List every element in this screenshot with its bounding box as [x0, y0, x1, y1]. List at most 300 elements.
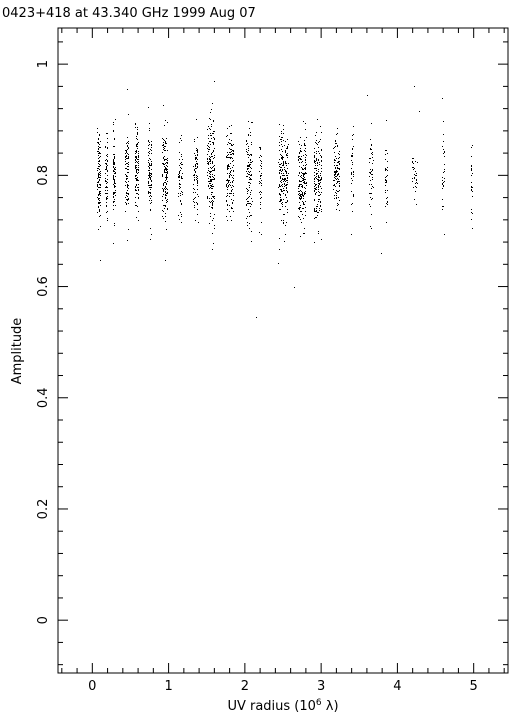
data-point	[233, 180, 234, 181]
data-point	[99, 198, 100, 199]
data-point	[180, 201, 181, 202]
data-point	[115, 173, 116, 174]
data-point	[148, 183, 149, 184]
data-point	[151, 145, 152, 146]
data-point	[247, 168, 248, 169]
data-point	[285, 178, 286, 179]
data-point	[319, 210, 320, 211]
data-point	[315, 188, 316, 189]
data-point	[229, 196, 230, 197]
data-point	[229, 211, 230, 212]
data-point	[318, 179, 319, 180]
data-point	[336, 179, 337, 180]
data-point	[304, 204, 305, 205]
data-point	[333, 185, 334, 186]
data-point	[197, 180, 198, 181]
data-point	[212, 167, 213, 168]
data-point	[260, 204, 261, 205]
data-point	[249, 164, 250, 165]
data-point	[99, 202, 100, 203]
data-point	[100, 173, 101, 174]
data-point	[317, 204, 318, 205]
data-point	[193, 192, 194, 193]
data-point	[301, 211, 302, 212]
data-point	[105, 178, 106, 179]
data-point	[299, 195, 300, 196]
data-point	[385, 182, 386, 183]
data-point	[127, 158, 128, 159]
data-point	[114, 225, 115, 226]
data-point	[148, 107, 149, 108]
data-point	[125, 185, 126, 186]
data-point	[210, 160, 211, 161]
data-point	[181, 203, 182, 204]
data-point	[210, 174, 211, 175]
data-point	[128, 193, 129, 194]
data-point	[208, 143, 209, 144]
data-point	[209, 141, 210, 142]
data-point	[372, 157, 373, 158]
data-point	[352, 180, 353, 181]
data-point	[248, 121, 249, 122]
data-point	[281, 144, 282, 145]
data-point	[299, 198, 300, 199]
data-point	[318, 176, 319, 177]
data-point	[227, 183, 228, 184]
axis-ticks	[58, 28, 508, 673]
data-point	[209, 158, 210, 159]
data-point	[226, 201, 227, 202]
data-point	[196, 158, 197, 159]
data-point	[195, 155, 196, 156]
data-point	[305, 165, 306, 166]
data-point	[314, 211, 315, 212]
data-point	[165, 142, 166, 143]
data-point	[149, 170, 150, 171]
data-point	[208, 186, 209, 187]
data-point	[166, 179, 167, 180]
data-point	[167, 162, 168, 163]
data-point	[164, 146, 165, 147]
data-point	[211, 138, 212, 139]
data-point	[213, 144, 214, 145]
data-point	[231, 151, 232, 152]
data-point	[209, 223, 210, 224]
data-point	[194, 177, 195, 178]
data-point	[339, 164, 340, 165]
data-point	[320, 175, 321, 176]
data-point	[212, 205, 213, 206]
data-point	[97, 132, 98, 133]
data-point	[317, 179, 318, 180]
data-point	[99, 211, 100, 212]
data-point	[281, 131, 282, 132]
data-point	[196, 148, 197, 149]
data-point	[387, 204, 388, 205]
data-point	[209, 161, 210, 162]
data-point	[179, 171, 180, 172]
data-point	[230, 216, 231, 217]
data-point	[210, 176, 211, 177]
data-point	[471, 156, 472, 157]
data-point	[336, 158, 337, 159]
data-point	[318, 175, 319, 176]
data-point	[316, 140, 317, 141]
data-point	[303, 233, 304, 234]
data-point	[317, 206, 318, 207]
data-point	[339, 157, 340, 158]
data-point	[127, 142, 128, 143]
data-point	[315, 142, 316, 143]
data-point	[113, 194, 114, 195]
data-point	[335, 176, 336, 177]
data-point	[128, 154, 129, 155]
data-point	[151, 196, 152, 197]
data-point	[338, 173, 339, 174]
data-point	[320, 206, 321, 207]
data-point	[165, 150, 166, 151]
data-point	[208, 126, 209, 127]
data-point	[471, 209, 472, 210]
data-point	[386, 222, 387, 223]
data-point	[136, 185, 137, 186]
data-point	[279, 193, 280, 194]
data-point	[208, 170, 209, 171]
data-point	[280, 164, 281, 165]
data-point	[338, 162, 339, 163]
data-point	[471, 182, 472, 183]
data-point	[261, 166, 262, 167]
data-point	[148, 170, 149, 171]
data-point	[280, 209, 281, 210]
data-point	[260, 148, 261, 149]
data-point	[334, 147, 335, 148]
data-point	[303, 195, 304, 196]
data-point	[338, 174, 339, 175]
data-point	[214, 179, 215, 180]
data-point	[246, 140, 247, 141]
data-point	[248, 148, 249, 149]
data-point	[182, 173, 183, 174]
data-point	[443, 172, 444, 173]
data-point	[227, 179, 228, 180]
data-point	[197, 185, 198, 186]
data-point	[280, 197, 281, 198]
data-point	[320, 155, 321, 156]
data-point	[472, 145, 473, 146]
data-point	[300, 207, 301, 208]
data-point	[166, 177, 167, 178]
data-point	[97, 186, 98, 187]
data-point	[211, 192, 212, 193]
data-point	[319, 199, 320, 200]
data-point	[181, 140, 182, 141]
data-point	[232, 203, 233, 204]
data-point	[228, 154, 229, 155]
data-point	[162, 163, 163, 164]
data-point	[373, 160, 374, 161]
data-point	[135, 157, 136, 158]
data-point	[316, 210, 317, 211]
data-point	[304, 182, 305, 183]
data-point	[98, 166, 99, 167]
data-point	[280, 178, 281, 179]
data-point	[106, 163, 107, 164]
data-point	[228, 182, 229, 183]
data-point	[287, 146, 288, 147]
data-point	[229, 180, 230, 181]
data-point	[246, 218, 247, 219]
data-point	[321, 156, 322, 157]
data-point	[98, 202, 99, 203]
data-point	[412, 161, 413, 162]
data-point	[115, 192, 116, 193]
data-point	[284, 180, 285, 181]
data-point	[246, 204, 247, 205]
data-point	[339, 168, 340, 169]
data-point	[209, 159, 210, 160]
data-point	[149, 176, 150, 177]
data-point	[114, 157, 115, 158]
data-point	[162, 176, 163, 177]
data-point	[301, 197, 302, 198]
data-point	[113, 176, 114, 177]
data-point	[179, 180, 180, 181]
data-point	[286, 148, 287, 149]
data-point	[298, 156, 299, 157]
data-point	[229, 193, 230, 194]
data-point	[127, 199, 128, 200]
data-point	[279, 166, 280, 167]
data-point	[198, 196, 199, 197]
data-point	[167, 177, 168, 178]
data-point	[299, 181, 300, 182]
data-point	[137, 206, 138, 207]
y-tick-label: 0.8	[36, 165, 51, 186]
data-point	[233, 175, 234, 176]
data-point	[197, 154, 198, 155]
data-point	[99, 164, 100, 165]
data-point	[282, 151, 283, 152]
data-point	[106, 159, 107, 160]
data-point	[286, 222, 287, 223]
data-point	[195, 168, 196, 169]
data-point	[151, 187, 152, 188]
data-point	[283, 125, 284, 126]
data-point	[125, 168, 126, 169]
data-point	[125, 202, 126, 203]
data-point	[214, 175, 215, 176]
data-point	[300, 196, 301, 197]
data-point	[137, 146, 138, 147]
data-point	[178, 174, 179, 175]
data-point	[248, 162, 249, 163]
data-point	[442, 188, 443, 189]
data-point	[209, 173, 210, 174]
x-tick-label: 1	[164, 679, 173, 694]
data-point	[351, 174, 352, 175]
data-point	[304, 168, 305, 169]
data-point	[301, 151, 302, 152]
data-point	[127, 169, 128, 170]
data-point	[283, 181, 284, 182]
data-point	[281, 173, 282, 174]
data-point	[229, 173, 230, 174]
data-point	[165, 191, 166, 192]
data-point	[320, 205, 321, 206]
data-point	[414, 177, 415, 178]
data-point	[150, 179, 151, 180]
data-point	[115, 186, 116, 187]
data-point	[444, 156, 445, 157]
data-point	[128, 172, 129, 173]
data-point	[284, 186, 285, 187]
data-point	[100, 215, 101, 216]
data-point	[127, 193, 128, 194]
data-point	[196, 177, 197, 178]
data-point	[214, 198, 215, 199]
data-point	[99, 134, 100, 135]
data-point	[304, 193, 305, 194]
data-point	[281, 139, 282, 140]
data-point	[282, 179, 283, 180]
data-point	[194, 174, 195, 175]
data-point	[303, 180, 304, 181]
data-point	[165, 197, 166, 198]
data-point	[298, 141, 299, 142]
data-point	[148, 185, 149, 186]
data-point	[126, 143, 127, 144]
data-point	[97, 182, 98, 183]
data-point	[386, 182, 387, 183]
data-point	[314, 199, 315, 200]
data-point	[371, 174, 372, 175]
data-point	[227, 157, 228, 158]
data-point	[287, 177, 288, 178]
data-point	[303, 203, 304, 204]
data-point	[98, 207, 99, 208]
data-point	[227, 128, 228, 129]
data-point	[165, 206, 166, 207]
data-point	[306, 164, 307, 165]
data-point	[336, 171, 337, 172]
data-point	[106, 181, 107, 182]
data-point	[318, 186, 319, 187]
data-point	[167, 189, 168, 190]
data-point	[135, 178, 136, 179]
data-point	[232, 189, 233, 190]
data-point	[214, 196, 215, 197]
data-point	[135, 151, 136, 152]
data-point	[369, 184, 370, 185]
data-point	[151, 164, 152, 165]
data-point	[113, 146, 114, 147]
data-point	[352, 162, 353, 163]
data-point	[114, 192, 115, 193]
data-point	[100, 202, 101, 203]
data-point	[334, 159, 335, 160]
data-point	[285, 225, 286, 226]
data-point	[194, 189, 195, 190]
data-point	[181, 135, 182, 136]
data-point	[316, 132, 317, 133]
data-point	[114, 146, 115, 147]
data-point	[167, 208, 168, 209]
data-point	[127, 166, 128, 167]
data-point	[210, 133, 211, 134]
data-point	[231, 154, 232, 155]
data-point	[106, 168, 107, 169]
data-point	[166, 169, 167, 170]
data-point	[213, 170, 214, 171]
data-point	[210, 159, 211, 160]
data-point	[352, 148, 353, 149]
data-point	[338, 181, 339, 182]
data-point	[281, 141, 282, 142]
data-point	[301, 184, 302, 185]
data-point	[247, 193, 248, 194]
data-point	[279, 170, 280, 171]
data-point	[282, 202, 283, 203]
data-point	[286, 202, 287, 203]
data-point	[182, 159, 183, 160]
data-point	[97, 212, 98, 213]
data-point	[149, 192, 150, 193]
data-point	[282, 159, 283, 160]
data-point	[165, 213, 166, 214]
data-point	[371, 145, 372, 146]
data-point	[137, 143, 138, 144]
data-point	[179, 172, 180, 173]
data-point	[138, 197, 139, 198]
data-point	[385, 192, 386, 193]
data-point	[334, 175, 335, 176]
data-point	[114, 156, 115, 157]
data-point	[413, 158, 414, 159]
data-point	[164, 148, 165, 149]
data-point	[319, 183, 320, 184]
data-point	[260, 147, 261, 148]
data-point	[314, 178, 315, 179]
data-point	[165, 143, 166, 144]
data-point	[351, 168, 352, 169]
data-point	[353, 171, 354, 172]
data-point	[318, 212, 319, 213]
data-point	[99, 191, 100, 192]
data-point	[212, 184, 213, 185]
data-point	[320, 126, 321, 127]
data-point	[386, 176, 387, 177]
data-point	[314, 209, 315, 210]
data-point	[250, 178, 251, 179]
data-point	[299, 166, 300, 167]
data-point	[107, 171, 108, 172]
data-point	[181, 156, 182, 157]
data-point	[279, 150, 280, 151]
data-point	[414, 168, 415, 169]
data-point	[214, 168, 215, 169]
data-point	[413, 167, 414, 168]
data-point	[151, 165, 152, 166]
data-point	[260, 208, 261, 209]
data-point	[371, 199, 372, 200]
data-point	[195, 165, 196, 166]
data-point	[305, 172, 306, 173]
data-point	[150, 149, 151, 150]
data-point	[138, 189, 139, 190]
data-point	[279, 184, 280, 185]
data-point	[228, 180, 229, 181]
